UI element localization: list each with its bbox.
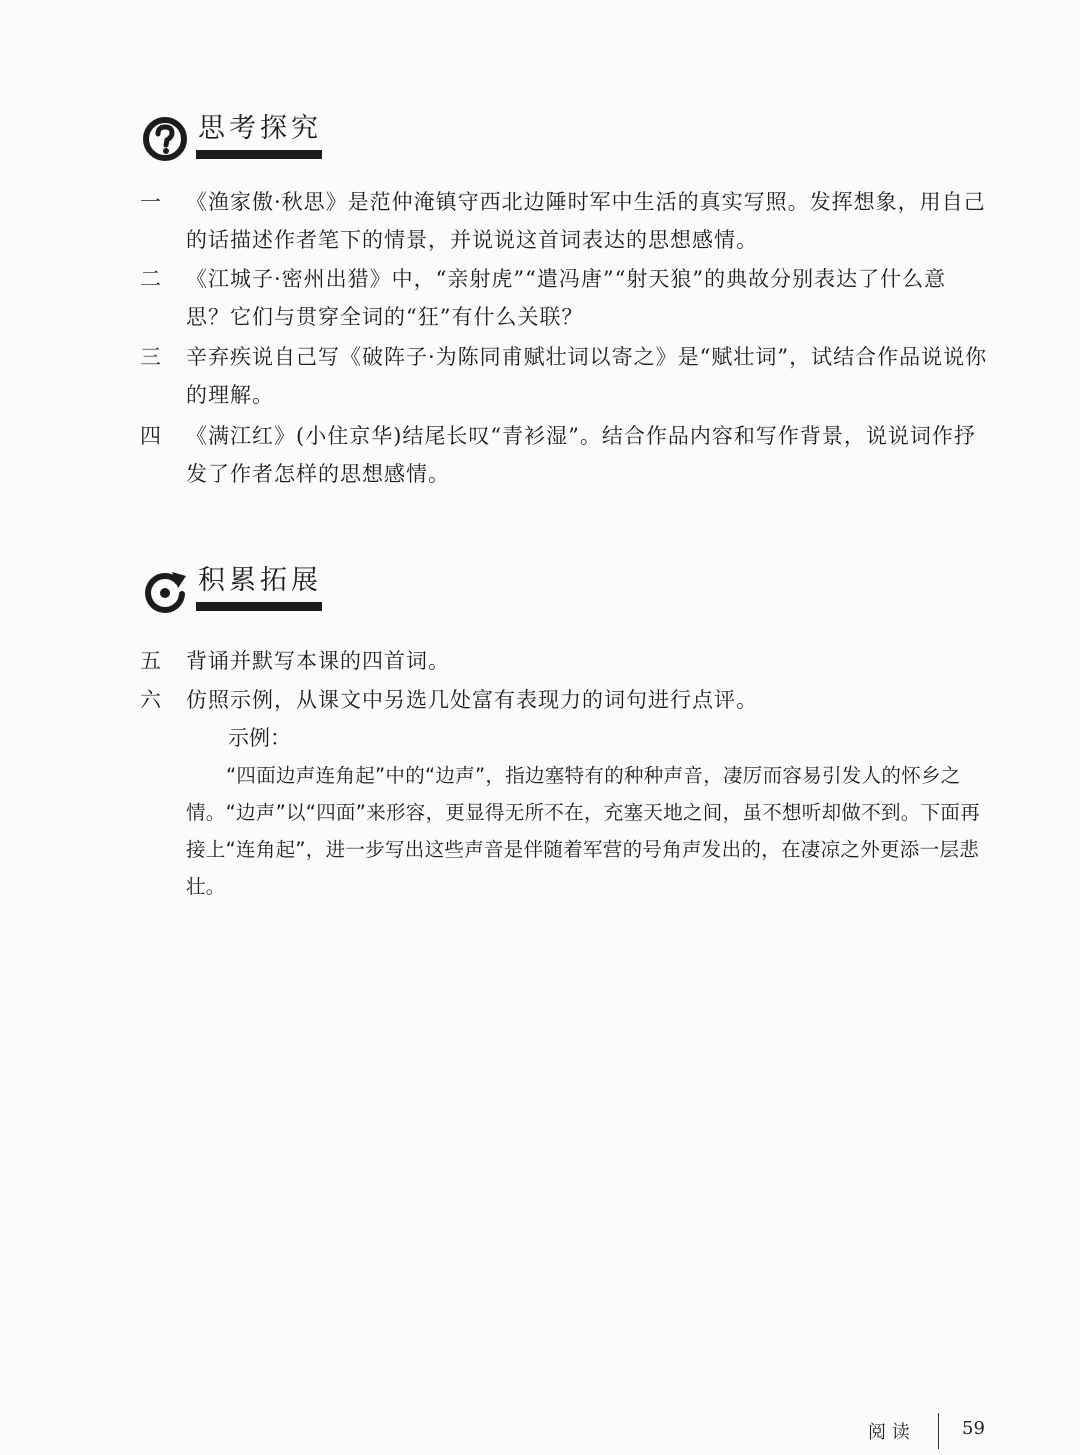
section-header-extension <box>142 564 342 620</box>
question-item <box>140 417 990 493</box>
question-text: 《满江红》(小住京华)结尾长叹“青衫湿”。结合作品内容和写作背景，说说词作抒发了作者怎样的思想感情。 <box>186 424 976 486</box>
section-header-thinking <box>142 112 342 168</box>
question-number: 一 <box>140 190 161 214</box>
question-number: 六 <box>140 688 161 712</box>
question-text: 《渔家傲·秋思》是范仲淹镇守西北边陲时军中生活的真实写照。发挥想象，用自己的话描述作者笔下的情景，并说说这首词表达的思想感情。 <box>186 190 986 252</box>
question-number: 二 <box>140 267 161 291</box>
title-underline <box>196 602 322 611</box>
question-item <box>140 642 990 680</box>
refresh-arrow-icon <box>142 568 188 614</box>
footer-divider <box>938 1413 939 1449</box>
question-number: 五 <box>140 649 161 673</box>
question-mark-icon <box>142 116 188 162</box>
question-number: 三 <box>140 345 161 369</box>
section-title: 积累拓展 <box>198 565 322 596</box>
footer-section-name: 阅 读 <box>868 1422 910 1443</box>
title-underline <box>196 150 322 159</box>
question-item <box>140 681 990 719</box>
question-text: 《江城子·密州出猎》中，“亲射虎”“遣冯唐”“射天狼”的典故分别表达了什么意思？它们与贯穿全词的“狂”有什么关联？ <box>186 267 947 329</box>
example-label: 示例： <box>228 726 291 750</box>
question-number: 四 <box>140 424 161 448</box>
question-text: 仿照示例，从课文中另选几处富有表现力的词句进行点评。 <box>186 688 758 712</box>
section-title: 思考探究 <box>198 113 322 144</box>
question-item <box>140 183 990 259</box>
question-item <box>140 260 990 336</box>
question-item <box>140 338 990 414</box>
question-text: 辛弃疾说自己写《破阵子·为陈同甫赋壮词以寄之》是“赋壮词”，试结合作品说说你的理解。 <box>186 345 988 407</box>
page-number: 59 <box>962 1418 985 1439</box>
example-text: “四面边声连角起”中的“边声”，指边塞特有的种种声音，凄厉而容易引发人的怀乡之情。“边声”以“四面”来形容，更显得无所不在，充塞天地之间，虽不想听却做不到。下面再接上“连角起”，进一步写出这些声音是伴随着军营的号角声发出的，在凄凉之外更添一层悲壮。 <box>186 764 981 898</box>
question-text: 背诵并默写本课的四首词。 <box>186 649 450 673</box>
